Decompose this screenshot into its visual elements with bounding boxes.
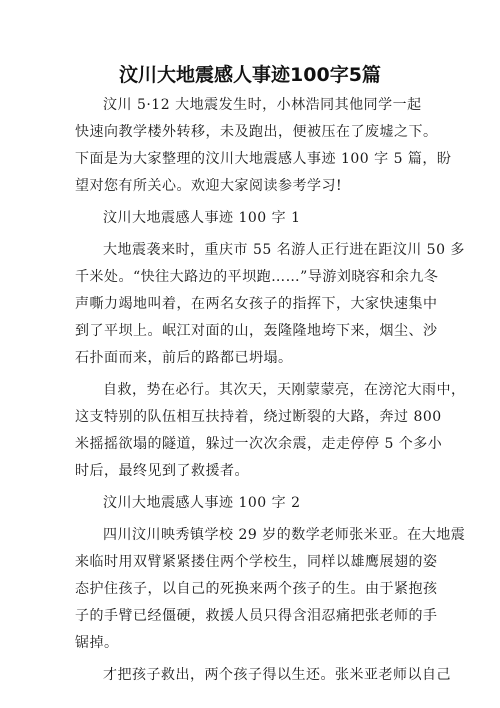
text-line: 汶川 5·12 大地震发生时，小林浩同其他同学一起 <box>103 97 422 113</box>
text-line: 千米处。“快往大路边的平坝跑……”导游刘晓容和余九冬 <box>75 269 439 285</box>
text-line: 这支特别的队伍相互扶持着，绕过断裂的大路，奔过 800 <box>75 409 442 425</box>
text-line: 自救，势在必行。其次天，天刚蒙蒙亮，在滂沱大雨中， <box>103 382 466 398</box>
text-line: 到了平坝上。岷江对面的山，轰隆隆地垮下来，烟尘、沙 <box>75 323 438 339</box>
section-heading <box>75 205 420 232</box>
paragraph <box>75 92 452 200</box>
text-line: 子的手臂已经僵硬，救援人员只得含泪忍痛把张老师的手 <box>75 608 438 624</box>
paragraph <box>75 522 466 657</box>
text-line: 下面是为大家整理的汶川大地震感人事迹 100 字 5 篇，盼 <box>75 151 452 167</box>
text-line: 才把孩子救出，两个孩子得以生还。张米亚老师以自己 <box>103 667 451 683</box>
text-line: 汶川大地震感人事迹 100 字 1 <box>103 210 301 226</box>
text-line: 锯掉。 <box>75 635 119 651</box>
document-body <box>75 92 466 689</box>
text-line: 望对您有所关心。欢迎大家阅读参考学习! <box>75 178 343 194</box>
text-line: 四川汶川映秀镇学校 29 岁的数学老师张米亚。在大地震 <box>103 527 466 543</box>
text-line: 汶川大地震感人事迹 100 字 2 <box>103 495 301 511</box>
text-line: 石扑面而来，前后的路都已坍塌。 <box>75 350 293 366</box>
text-line: 来临时用双臂紧紧搂住两个学校生，同样以雄鹰展翅的姿 <box>75 554 438 570</box>
text-line: 声嘶力竭地叫着，在两名女孩子的指挥下，大家快速集中 <box>75 296 438 312</box>
section-heading <box>75 490 420 517</box>
paragraph <box>75 377 466 485</box>
document-title: 汶川大地震感人事迹100字5篇 <box>119 64 381 86</box>
text-line: 快速向教学楼外转移，未及跑出，便被压在了废墟之下。 <box>75 124 438 140</box>
text-line: 态护住孩子，以自己的死换来两个孩子的生。由于紧抱孩 <box>75 581 438 597</box>
paragraph <box>75 662 451 689</box>
text-line: 时后，最终见到了救援者。 <box>75 463 249 479</box>
paragraph <box>75 237 465 372</box>
text-line: 米摇摇欲塌的隧道，躲过一次次余震，走走停停 5 个多小 <box>75 436 443 452</box>
text-line: 大地震袭来时，重庆市 55 名游人正行进在距汶川 50 多 <box>103 242 465 258</box>
